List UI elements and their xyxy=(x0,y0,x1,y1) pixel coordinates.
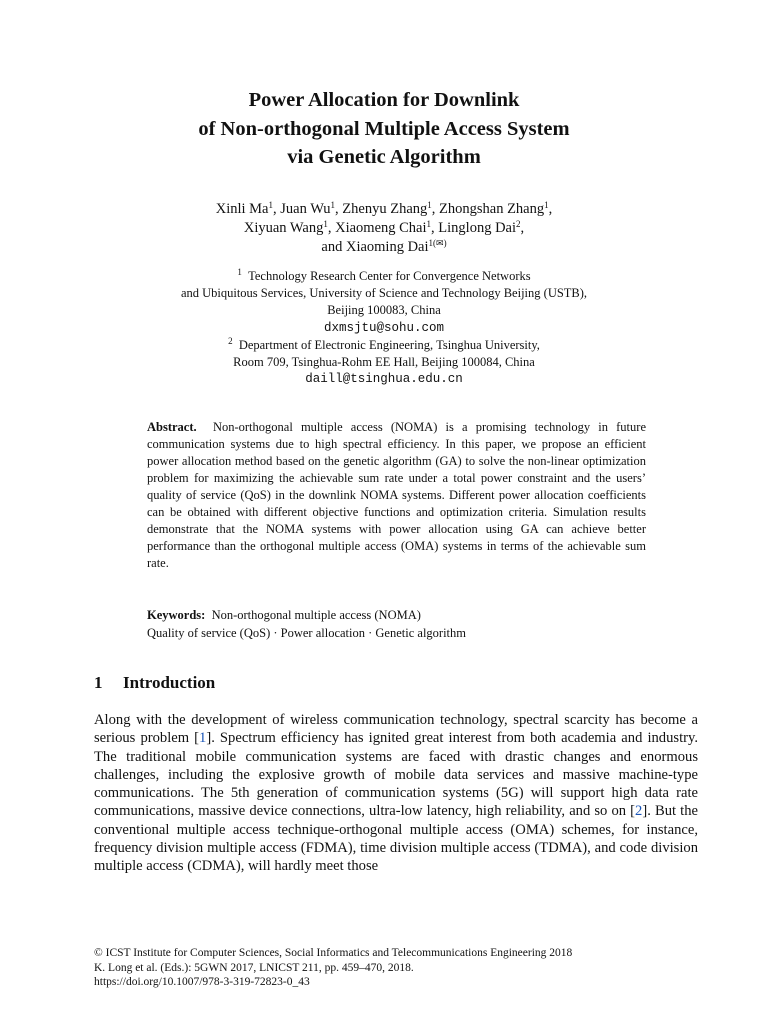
citation-link[interactable]: 1 xyxy=(199,730,207,747)
author-name: Zhenyu Zhang xyxy=(342,201,428,217)
title-line: of Non-orthogonal Multiple Access System xyxy=(198,117,570,140)
title-line: Power Allocation for Downlink xyxy=(248,89,520,111)
author-name: Zhongshan Zhang xyxy=(439,201,545,217)
affiliation-mark: 1 xyxy=(237,267,242,277)
keywords-line: Quality of service (QoS) · Power allocation · Genetic algorithm xyxy=(147,625,467,640)
author-separator: , xyxy=(431,220,439,236)
author-line xyxy=(0,219,768,238)
abstract xyxy=(147,419,646,572)
author-affil-mark: 1 xyxy=(426,219,432,229)
affiliation-mark: 2 xyxy=(228,335,233,346)
email-link[interactable]: dxmsjtu@sohu.com xyxy=(323,320,445,335)
citation-line: K. Long et al. (Eds.): 5GWN 2017, LNICST 211, pp. 459–470, 2018. xyxy=(94,961,414,974)
author-list xyxy=(0,200,768,257)
author-separator: , xyxy=(335,201,343,217)
author-affil-mark: 2 xyxy=(516,219,521,229)
author-separator: , xyxy=(520,220,525,236)
section-title: Introduction xyxy=(123,673,216,692)
keywords xyxy=(147,607,646,642)
paper-title xyxy=(0,86,768,172)
email-link[interactable]: daill@tsinghua.edu.cn xyxy=(305,372,463,387)
author-affil-mark: 1 xyxy=(330,200,336,210)
author-line xyxy=(0,200,768,219)
author-name: Xiyuan Wang xyxy=(243,220,324,236)
author-name: Xiaomeng Chai xyxy=(335,220,427,236)
author-separator: , xyxy=(273,201,281,217)
keywords-label: Keywords: xyxy=(147,608,206,622)
author-affil-mark: 1 xyxy=(268,200,273,210)
doi-link[interactable]: https://doi.org/10.1007/978-3-319-72823-0_43 xyxy=(94,976,310,989)
author-separator: , xyxy=(327,220,336,236)
section-heading xyxy=(94,673,215,693)
affiliation-line: and Ubiquitous Services, University of Science and Technology Beijing (USTB), xyxy=(180,286,588,301)
copyright-line: © ICST Institute for Computer Sciences, Social Informatics and Telecommunications Engineering 2018 xyxy=(94,947,573,959)
affiliation-line: Beijing 100083, China xyxy=(327,303,441,318)
abstract-text: Non-orthogonal multiple access (NOMA) is a promising technology in future communication systems due to high spectral efficiency. In this paper, we propose an efficient power allocation method based on the genetic algorithm (GA) to solve the non-linear optimization problem for maximizing the achievable sum rate under a total power constraint and the users’ quality of service (QoS) in the downlink NOMA systems. Different power allocation coefficients can be obtained with different objective functions and optimization criteria. Simulation results demonstrate that the NOMA systems with power allocation using GA can achieve better performance than the orthogonal multiple access (OMA) systems in terms of the achievable sum rate. xyxy=(147,420,646,570)
section-number: 1 xyxy=(94,673,103,692)
author-separator: , xyxy=(548,201,553,217)
author-name: Linglong Dai xyxy=(438,220,517,236)
citation-link[interactable]: 2 xyxy=(635,803,643,820)
affiliations xyxy=(0,268,768,388)
author-name: Xiaoming Dai xyxy=(345,239,429,255)
author-name: Xinli Ma xyxy=(215,201,269,217)
author-conjunction: and xyxy=(321,239,346,255)
affiliation-line: $^1$ Technology Research Center for Convergence Networks xyxy=(237,267,531,283)
affiliation-line: $^2$ Department of Electronic Engineering, Tsinghua University, xyxy=(228,335,540,352)
intro-paragraph: Along with the development of wireless communication technology, spectral scarcity has become a serious problem [1]. Spectrum efficiency has ignited great interest from both academia and industry. The traditional mobile communication systems are faced with drastic changes and enormous challenges, including the explosive growth of mobile data services and massive machine-type communications. The 5th generation of communication systems (5G) will support high data rate communications, massive device connections, ultra-low latency, high reliability, and so on [2]. But the conventional multiple access technique-orthogonal multiple access (OMA) schemes, for instance, frequency division multiple access (FDMA), time division multiple access (TDMA), and code division multiple access (CDMA), will hardly meet those xyxy=(94,712,698,875)
author-affil-mark: 1 xyxy=(427,200,432,210)
author-separator: , xyxy=(431,201,440,217)
abstract-label: Abstract. xyxy=(147,420,197,434)
page-footer xyxy=(94,946,572,990)
affiliation-line: Room 709, Tsinghua-Rohm EE Hall, Beijing 100084, China xyxy=(233,355,535,370)
author-name: Juan Wu xyxy=(280,201,331,217)
author-affil-mark: 1 xyxy=(323,219,328,229)
author-affil-mark: 1(✉) xyxy=(428,238,447,248)
title-line: via Genetic Algorithm xyxy=(287,146,481,168)
keywords-line: Keywords: Non-orthogonal multiple access (NOMA) xyxy=(147,608,421,622)
envelope-icon: (✉) xyxy=(433,238,447,248)
author-affil-mark: 1 xyxy=(544,200,549,210)
author-line xyxy=(0,238,768,257)
